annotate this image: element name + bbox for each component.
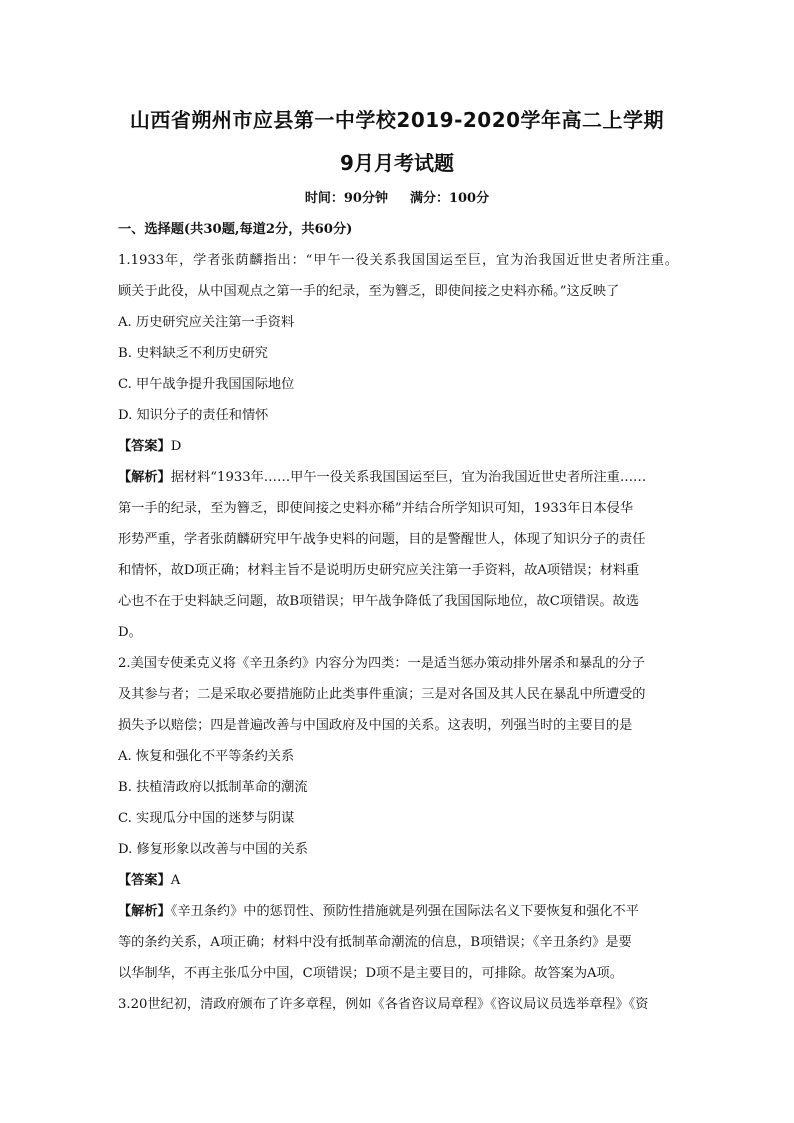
question-1-analysis-line	[118, 462, 678, 493]
question-2-answer	[118, 865, 678, 896]
question-2-analysis-line: 以华制华，不再主张瓜分中国，C项错误；D项不是主要目的，可排除。故答案为A项。	[118, 966, 623, 981]
exam-time: 时间：90分钟	[304, 191, 388, 206]
question-2-analysis-line	[118, 896, 678, 927]
question-1-option-b: B. 史料缺乏不利历史研究	[118, 346, 268, 361]
question-2-option-c: C. 实现瓜分中国的迷梦与阴谋	[118, 811, 295, 826]
question-2-stem-line: 损失予以赔偿；四是普遍改善与中国政府及中国的关系。这表明，列强当时的主要目的是	[118, 718, 633, 733]
exam-score: 满分：100分	[409, 191, 490, 206]
question-2-option-d: D. 修复形象以改善与中国的关系	[118, 842, 308, 857]
question-1-analysis-line: 心也不在于史料缺乏问题，故B项错误；甲午战争降低了我国国际地位，故C项错误。故选	[118, 594, 639, 609]
answer-tag: 【答案】	[118, 873, 171, 888]
document-title-line2: 9月月考试题	[340, 151, 454, 175]
question-1-option-c: C. 甲午战争提升我国国际地位	[118, 377, 295, 392]
analysis-text: 据材料“1933年……甲午一役关系我国国运至巨，宜为治我国近世史者所注重……	[170, 470, 647, 485]
document-title-line1: 山西省朔州市应县第一中学校2019-2020学年高二上学期	[129, 108, 665, 132]
analysis-tag: 【解析】	[118, 904, 171, 919]
question-1-analysis-line: 第一手的纪录，至为簪乏，即使间接之史料亦稀”并结合所学知识可知，1933年日本侵华	[118, 501, 634, 516]
exam-meta	[0, 187, 794, 206]
question-2-option-a: A. 恢复和强化不平等条约关系	[118, 749, 295, 764]
document-body	[118, 214, 678, 1020]
question-1-analysis-line: 和情怀，故D项正确；材料主旨不是说明历史研究应关注第一手资料，故A项错误；材料重	[118, 563, 640, 578]
answer-value: A	[170, 873, 181, 888]
question-1-stem-line: 1.1933年，学者张荫麟指出：“甲午一役关系我国国运至巨，宜为治我国近世史者所注重。	[118, 253, 678, 268]
question-1-option-a: A. 历史研究应关注第一手资料	[118, 315, 295, 330]
question-2-analysis-line: 等的条约关系，A项正确；材料中没有抵制革命潮流的信息，B项错误；《辛丑条约》是要	[118, 935, 632, 950]
question-1-option-d: D. 知识分子的责任和情怀	[118, 408, 269, 423]
answer-value: D	[170, 439, 182, 454]
analysis-tag: 【解析】	[118, 470, 171, 485]
analysis-text: 《辛丑条约》中的惩罚性、预防性措施就是列强在国际法名义下要恢复和强化不平	[170, 904, 639, 919]
question-1-analysis-line: 形势严重，学者张荫麟研究甲午战争史料的问题，目的是警醒世人，体现了知识分子的责任	[118, 532, 646, 547]
question-1-answer	[118, 431, 678, 462]
section-heading: 一、选择题(共30题,每道2分，共60分)	[118, 222, 353, 237]
question-1-stem-line: 顾关于此役，从中国观点之第一手的纪录，至为簪乏，即使间接之史料亦稀。”这反映了	[118, 284, 620, 299]
question-1-analysis-line: D。	[118, 625, 142, 640]
question-3-stem-line: 3.20世纪初，清政府颁布了许多章程，例如《各省咨议局章程》《咨议局议员选举章程》《资	[118, 997, 649, 1012]
question-2-stem-line: 及其参与者；二是采取必要措施防止此类事件重演；三是对各国及其人民在暴乱中所遭受的	[118, 687, 646, 702]
question-2-stem-line: 2.美国专使柔克义将《辛丑条约》内容分为四类：一是适当惩办策动排外屠杀和暴乱的分子	[118, 656, 645, 671]
question-2-option-b: B. 扶植清政府以抵制革命的潮流	[118, 780, 308, 795]
answer-tag: 【答案】	[118, 439, 171, 454]
